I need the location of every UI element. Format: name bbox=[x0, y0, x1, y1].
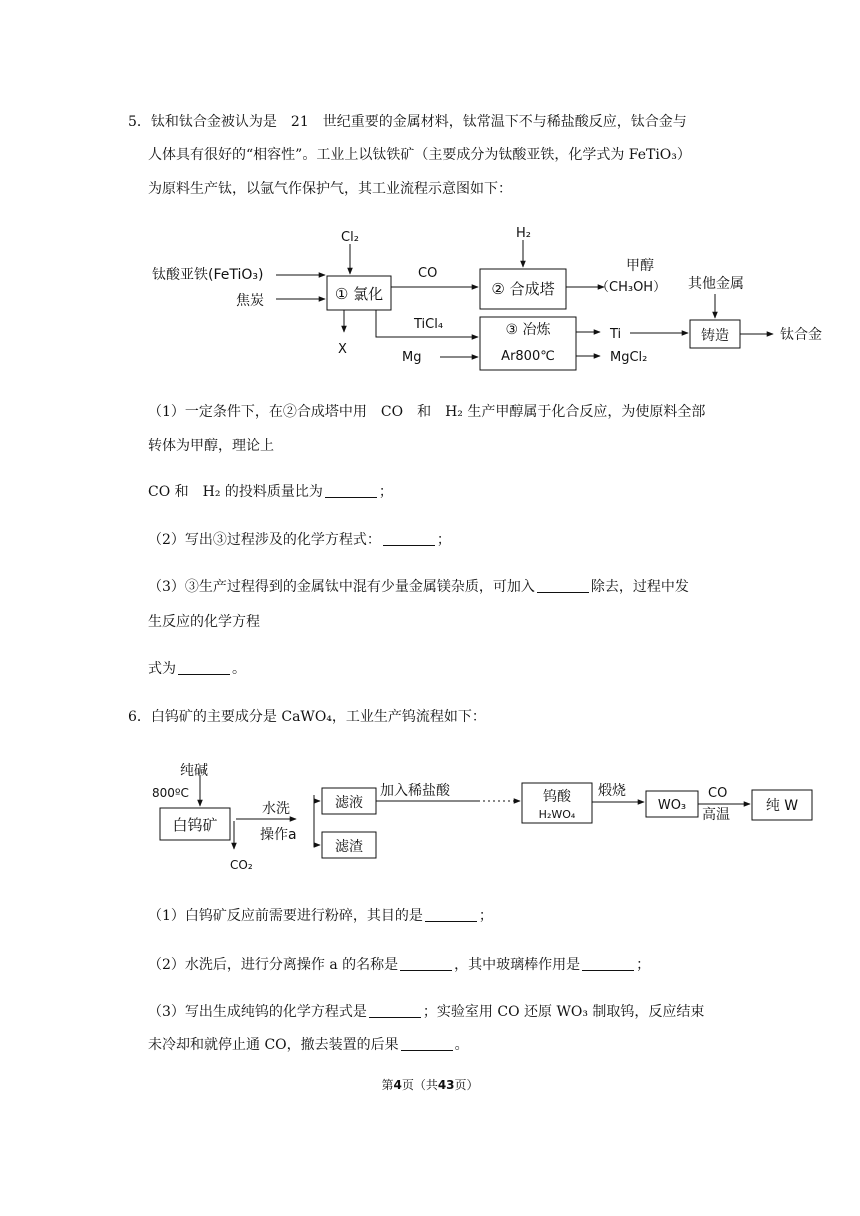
answer-blank[interactable] bbox=[537, 578, 589, 593]
label-800c: 800ºC bbox=[152, 786, 189, 800]
punct: 。 bbox=[232, 661, 246, 677]
footer-pre: 第 bbox=[381, 1078, 394, 1092]
q5-part2-text: （2）写出③过程涉及的化学方程式： bbox=[148, 532, 381, 548]
punct: 。 bbox=[454, 1037, 469, 1053]
q6-part3-text-b: ；实验室用 CO 还原 WO₃ 制取钨，反应结束 bbox=[422, 1004, 705, 1020]
label-chlorination: ① 氯化 bbox=[334, 285, 384, 303]
q5-line-3: 为原料生产钛，以氩气作保护气，其工业流程示意图如下： bbox=[148, 181, 512, 197]
q5-part3-line3 bbox=[148, 659, 246, 679]
label-methanol-formula: （CH₃OH） bbox=[596, 280, 667, 295]
answer-blank[interactable] bbox=[369, 1003, 421, 1018]
label-scheelite: 白钨矿 bbox=[172, 816, 218, 834]
q5-part1-line3 bbox=[148, 482, 393, 502]
q6-part3-text-a: （3）写出生成纯钨的化学方程式是 bbox=[148, 1004, 367, 1020]
q5-part1-text: CO 和 H₂ 的投料质量比为 bbox=[148, 484, 323, 500]
q6-part2-text-b: ，其中玻璃棒作用是 bbox=[454, 957, 581, 973]
label-soda: 纯碱 bbox=[180, 763, 208, 779]
q5-part3-text-a: （3）③生产过程得到的金属钛中混有少量金属镁杂质，可加入 bbox=[148, 579, 535, 595]
q5-number: 5． bbox=[128, 114, 151, 130]
q6-text: 白钨矿的主要成分是 CaWO₄，工业生产钨流程如下： bbox=[150, 709, 486, 725]
punct: ； bbox=[436, 532, 451, 548]
label-titanium-alloy: 钛合金 bbox=[780, 327, 822, 343]
label-residue: 滤渣 bbox=[335, 839, 363, 855]
q5-line-1 bbox=[128, 112, 687, 132]
label-wash: 水洗 bbox=[262, 801, 290, 817]
label-co: CO bbox=[708, 786, 728, 801]
q6-number: 6． bbox=[128, 709, 151, 725]
label-operation-a: 操作a bbox=[260, 827, 297, 843]
page-footer bbox=[0, 1076, 860, 1093]
label-co: CO bbox=[418, 266, 438, 281]
label-calcine: 煅烧 bbox=[598, 783, 626, 799]
label-argon-temp: Ar800℃ bbox=[501, 349, 555, 364]
answer-blank[interactable] bbox=[383, 531, 435, 546]
label-x: X bbox=[338, 342, 347, 357]
q5-part3-line2: 生反应的化学方程 bbox=[148, 614, 260, 630]
label-coke: 焦炭 bbox=[236, 293, 264, 309]
punct: ； bbox=[378, 484, 393, 500]
q5-part3-text-c: 式为 bbox=[148, 661, 176, 677]
q6-part1-text: （1）白钨矿反应前需要进行粉碎，其目的是 bbox=[148, 908, 423, 924]
q5-text-l1: 钛和钛合金被认为是 21 世纪重要的金属材料，钛常温下不与稀盐酸反应，钛合金与 bbox=[150, 114, 687, 130]
answer-blank[interactable] bbox=[401, 1036, 453, 1051]
label-h2wo4: H₂WO₄ bbox=[538, 808, 576, 821]
tungsten-flow-diagram bbox=[0, 755, 860, 875]
label-casting: 铸造 bbox=[701, 328, 729, 344]
footer-mid: 页（共 bbox=[401, 1078, 438, 1092]
label-methanol: 甲醇 bbox=[626, 258, 654, 274]
label-cl2: Cl₂ bbox=[341, 230, 359, 245]
answer-blank[interactable] bbox=[582, 956, 634, 971]
q6-part3-text-c: 未冷却和就停止通 CO，撤去装置的后果 bbox=[148, 1037, 399, 1053]
label-ticl4: TiCl₄ bbox=[414, 317, 444, 332]
label-pure-w: 纯 W bbox=[765, 798, 799, 814]
titanium-flow-diagram bbox=[0, 222, 860, 372]
q5-part1-line1: （1）一定条件下，在②合成塔中用 CO 和 H₂ 生产甲醇属于化合反应，为使原料全部 bbox=[148, 404, 706, 420]
q5-part2 bbox=[148, 530, 451, 550]
q6-part1 bbox=[148, 906, 493, 926]
q6-part3-line2 bbox=[148, 1035, 469, 1055]
q5-part3-line1 bbox=[148, 577, 689, 597]
label-synthesis-tower: ② 合成塔 bbox=[491, 280, 555, 298]
punct: ； bbox=[478, 908, 493, 924]
label-mgcl2: MgCl₂ bbox=[610, 350, 648, 365]
label-tungstic-acid: 钨酸 bbox=[543, 789, 571, 805]
q6-line-1 bbox=[128, 707, 486, 727]
label-ti: Ti bbox=[610, 327, 622, 342]
answer-blank[interactable] bbox=[400, 956, 452, 971]
label-add-dilute-hcl: 加入稀盐酸 bbox=[380, 783, 450, 799]
label-mg: Mg bbox=[402, 350, 422, 365]
punct: ； bbox=[636, 957, 651, 973]
label-ferrous-titanate: 钛酸亚铁(FeTiO₃) bbox=[152, 267, 264, 283]
q5-part3-text-b: 除去，过程中发 bbox=[590, 579, 689, 595]
label-h2: H₂ bbox=[516, 226, 531, 241]
label-co2: CO₂ bbox=[230, 858, 253, 872]
label-filtrate: 滤液 bbox=[335, 795, 363, 811]
label-high-temp: 高温 bbox=[702, 807, 730, 823]
q6-part2 bbox=[148, 955, 650, 975]
answer-blank[interactable] bbox=[425, 907, 477, 922]
q6-part3-line1 bbox=[148, 1002, 704, 1022]
page-number: 4 bbox=[393, 1078, 402, 1092]
footer-post: 页） bbox=[454, 1078, 479, 1092]
total-pages: 43 bbox=[437, 1078, 455, 1092]
q6-part2-text-a: （2）水洗后，进行分离操作 a 的名称是 bbox=[148, 957, 399, 973]
label-smelting: ③ 冶炼 bbox=[505, 322, 551, 338]
q5-part1-line2: 转体为甲醇，理论上 bbox=[148, 438, 274, 454]
answer-blank[interactable] bbox=[325, 483, 377, 498]
q5-line-2: 人体具有很好的“相容性”。工业上以钛铁矿（主要成分为钛酸亚铁，化学式为 FeTiO₃） bbox=[148, 147, 691, 163]
answer-blank[interactable] bbox=[178, 660, 230, 675]
label-wo3: WO₃ bbox=[657, 798, 687, 813]
label-other-metals: 其他金属 bbox=[688, 276, 744, 292]
